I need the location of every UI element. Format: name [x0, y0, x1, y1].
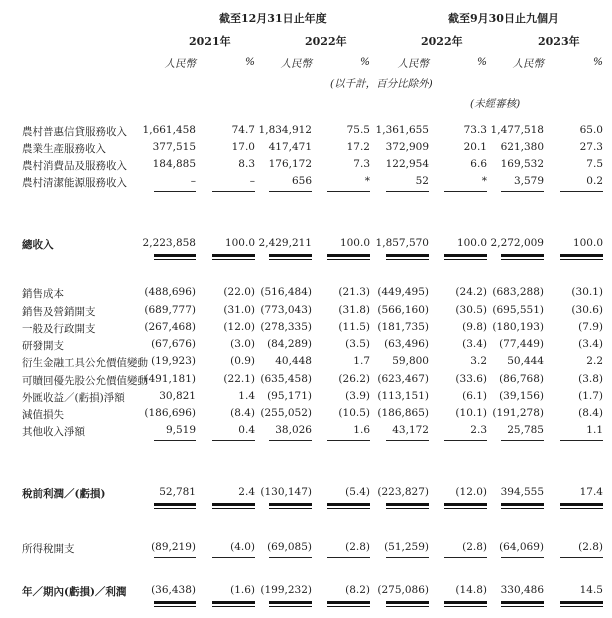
- percent-cell: (21.3): [338, 286, 370, 298]
- amount-cell: (181,735): [377, 321, 429, 333]
- percent-cell: 75.5: [346, 124, 370, 136]
- percent-cell: 73.3: [463, 124, 487, 136]
- percent-cell: 100.0: [456, 237, 487, 249]
- percent-cell: (3.4): [462, 338, 487, 350]
- percent-cell: (3.8): [578, 373, 603, 385]
- amount-cell: (63,496): [384, 338, 429, 350]
- unaudited-note: (未經審核): [470, 98, 521, 110]
- row-label: 農村普惠信貸服務收入: [22, 126, 127, 138]
- amount-cell: 9,519: [165, 424, 196, 436]
- percent-column-header: %: [593, 56, 603, 68]
- double-underline: [154, 503, 196, 509]
- amount-cell: 43,172: [392, 424, 429, 436]
- percent-column-header: %: [477, 56, 487, 68]
- amount-cell: (275,086): [377, 584, 429, 596]
- percent-cell: 2.4: [238, 486, 255, 498]
- amount-cell: (689,777): [144, 304, 196, 316]
- underline: [154, 557, 196, 558]
- percent-cell: 1.6: [353, 424, 370, 436]
- amount-cell: (19,923): [151, 355, 196, 367]
- double-underline: [560, 254, 603, 260]
- double-underline: [444, 601, 487, 607]
- double-underline: [386, 601, 429, 607]
- double-underline: [269, 503, 312, 509]
- double-underline: [212, 503, 255, 509]
- amount-cell: 330,486: [500, 584, 544, 596]
- unit-note: (以千計，百分比除外): [330, 78, 433, 90]
- percent-cell: 3.2: [470, 355, 487, 367]
- amount-cell: (267,468): [144, 321, 196, 333]
- amount-cell: (199,232): [260, 584, 312, 596]
- underline: [154, 440, 196, 441]
- rmb-column-header: 人民幣: [280, 58, 312, 70]
- amount-cell: 1,834,912: [258, 124, 312, 136]
- double-underline: [154, 601, 196, 607]
- percent-cell: 6.6: [470, 158, 487, 170]
- amount-cell: (623,467): [377, 373, 429, 385]
- double-underline: [501, 503, 544, 509]
- row-label: 可贖回優先股公允價值變動: [22, 375, 148, 387]
- amount-cell: (130,147): [260, 486, 312, 498]
- percent-cell: 14.5: [579, 584, 603, 596]
- amount-cell: 1,661,458: [142, 124, 196, 136]
- percent-cell: (9.8): [462, 321, 487, 333]
- amount-cell: 2,429,211: [258, 237, 312, 249]
- percent-cell: (4.0): [230, 541, 255, 553]
- amount-cell: (113,151): [377, 390, 429, 402]
- percent-cell: (30.5): [455, 304, 487, 316]
- underline: [386, 191, 429, 192]
- amount-cell: (39,156): [499, 390, 544, 402]
- double-underline: [501, 254, 544, 260]
- percent-cell: (12.0): [455, 486, 487, 498]
- amount-cell: 38,026: [275, 424, 312, 436]
- double-underline: [269, 601, 312, 607]
- header-year-2021: 2021年: [189, 35, 231, 48]
- amount-cell: (51,259): [384, 541, 429, 553]
- underline: [444, 440, 487, 441]
- underline: [560, 557, 603, 558]
- amount-cell: (180,193): [492, 321, 544, 333]
- double-underline: [212, 254, 255, 260]
- percent-cell: (3.5): [345, 338, 370, 350]
- double-underline: [386, 254, 429, 260]
- underline: [212, 440, 255, 441]
- percent-cell: (26.2): [338, 373, 370, 385]
- percent-cell: (10.1): [455, 407, 487, 419]
- percent-cell: 1.7: [353, 355, 370, 367]
- percent-cell: (0.9): [230, 355, 255, 367]
- double-underline: [560, 503, 603, 509]
- underline: [327, 191, 370, 192]
- double-underline: [386, 503, 429, 509]
- amount-cell: (64,069): [499, 541, 544, 553]
- percent-cell: 74.7: [231, 124, 255, 136]
- percent-column-header: %: [245, 56, 255, 68]
- double-underline: [154, 254, 196, 260]
- underline: [269, 191, 312, 192]
- percent-cell: (30.1): [571, 286, 603, 298]
- amount-cell: 122,954: [385, 158, 429, 170]
- row-label: 銷售成本: [22, 288, 64, 300]
- percent-cell: (11.5): [338, 321, 370, 333]
- amount-cell: 1,477,518: [490, 124, 544, 136]
- underline: [269, 440, 312, 441]
- amount-cell: 2,223,858: [142, 237, 196, 249]
- row-label: 稅前利潤／(虧損): [22, 488, 106, 500]
- percent-cell: (12.0): [223, 321, 255, 333]
- row-label: 銷售及營銷開支: [22, 306, 96, 318]
- row-label: 年／期內(虧損)／利潤: [22, 586, 127, 598]
- percent-cell: (1.6): [230, 584, 255, 596]
- double-underline: [327, 601, 370, 607]
- amount-cell: (186,865): [377, 407, 429, 419]
- amount-cell: (635,458): [260, 373, 312, 385]
- percent-cell: (14.8): [455, 584, 487, 596]
- percent-cell: 65.0: [579, 124, 603, 136]
- percent-cell: 8.3: [238, 158, 255, 170]
- percent-cell: (8.4): [230, 407, 255, 419]
- amount-cell: 417,471: [268, 141, 312, 153]
- underline: [501, 557, 544, 558]
- percent-cell: (8.2): [345, 584, 370, 596]
- percent-cell: (3.4): [578, 338, 603, 350]
- underline: [154, 191, 196, 192]
- underline: [212, 557, 255, 558]
- amount-cell: (69,085): [267, 541, 312, 553]
- amount-cell: 50,444: [507, 355, 544, 367]
- percent-cell: 100.0: [572, 237, 603, 249]
- amount-cell: (255,052): [260, 407, 312, 419]
- percent-cell: 2.2: [586, 355, 603, 367]
- percent-cell: 17.2: [346, 141, 370, 153]
- percent-cell: (6.1): [462, 390, 487, 402]
- amount-cell: 2,272,009: [490, 237, 544, 249]
- row-label: 農村清潔能源服務收入: [22, 177, 127, 189]
- rmb-column-header: 人民幣: [512, 58, 544, 70]
- amount-cell: 656: [291, 175, 312, 187]
- percent-cell: 7.5: [586, 158, 603, 170]
- amount-cell: 184,885: [152, 158, 196, 170]
- amount-cell: 25,785: [507, 424, 544, 436]
- percent-cell: (10.5): [338, 407, 370, 419]
- amount-cell: (86,768): [499, 373, 544, 385]
- amount-cell: (89,219): [151, 541, 196, 553]
- percent-cell: (3.0): [230, 338, 255, 350]
- underline: [560, 191, 603, 192]
- amount-cell: –: [190, 175, 196, 187]
- underline: [327, 557, 370, 558]
- amount-cell: (36,438): [151, 584, 196, 596]
- amount-cell: 169,532: [500, 158, 544, 170]
- row-label: 一般及行政開支: [22, 323, 96, 335]
- rmb-column-header: 人民幣: [397, 58, 429, 70]
- amount-cell: (566,160): [377, 304, 429, 316]
- amount-cell: 59,800: [392, 355, 429, 367]
- amount-cell: (695,551): [492, 304, 544, 316]
- percent-cell: 1.1: [586, 424, 603, 436]
- percent-cell: (31.0): [223, 304, 255, 316]
- double-underline: [444, 254, 487, 260]
- percent-cell: 27.3: [579, 141, 603, 153]
- amount-cell: (491,181): [144, 373, 196, 385]
- header-year-2022: 2022年: [305, 35, 347, 48]
- underline: [269, 557, 312, 558]
- amount-cell: 40,448: [275, 355, 312, 367]
- header-year-2023-9m: 2023年: [538, 35, 580, 48]
- underline: [501, 191, 544, 192]
- percent-cell: 0.4: [238, 424, 255, 436]
- percent-cell: (2.8): [578, 541, 603, 553]
- row-label: 總收入: [22, 239, 54, 251]
- percent-cell: 0.2: [586, 175, 603, 187]
- amount-cell: (278,335): [260, 321, 312, 333]
- percent-cell: 1.4: [238, 390, 255, 402]
- underline: [386, 440, 429, 441]
- rmb-column-header: 人民幣: [164, 58, 196, 70]
- percent-cell: (33.6): [455, 373, 487, 385]
- underline: [444, 557, 487, 558]
- percent-cell: (30.6): [571, 304, 603, 316]
- percent-cell: *: [481, 175, 487, 187]
- percent-cell: –: [249, 175, 255, 187]
- double-underline: [501, 601, 544, 607]
- underline: [386, 557, 429, 558]
- double-underline: [444, 503, 487, 509]
- percent-cell: 100.0: [339, 237, 370, 249]
- percent-cell: (5.4): [345, 486, 370, 498]
- amount-cell: 30,821: [159, 390, 196, 402]
- amount-cell: 1,361,655: [375, 124, 429, 136]
- amount-cell: (77,449): [499, 338, 544, 350]
- amount-cell: (186,696): [144, 407, 196, 419]
- header-year-2022-9m: 2022年: [421, 35, 463, 48]
- percent-cell: (22.0): [223, 286, 255, 298]
- percent-cell: (8.4): [578, 407, 603, 419]
- double-underline: [269, 254, 312, 260]
- percent-cell: 17.4: [579, 486, 603, 498]
- double-underline: [327, 254, 370, 260]
- amount-cell: (67,676): [151, 338, 196, 350]
- amount-cell: 176,172: [268, 158, 312, 170]
- double-underline: [560, 601, 603, 607]
- percent-cell: 100.0: [224, 237, 255, 249]
- amount-cell: 394,555: [500, 486, 544, 498]
- row-label: 外匯收益／(虧損)淨額: [22, 392, 125, 404]
- double-underline: [327, 503, 370, 509]
- header-nine-month-period: 截至9月30日止九個月: [448, 12, 559, 25]
- amount-cell: (95,171): [267, 390, 312, 402]
- percent-cell: 2.3: [470, 424, 487, 436]
- underline: [560, 440, 603, 441]
- amount-cell: 52: [415, 175, 429, 187]
- amount-cell: (516,484): [260, 286, 312, 298]
- amount-cell: (191,278): [492, 407, 544, 419]
- row-label: 農業生產服務收入: [22, 143, 106, 155]
- amount-cell: (683,288): [492, 286, 544, 298]
- amount-cell: (488,696): [144, 286, 196, 298]
- row-label: 減值損失: [22, 409, 64, 421]
- percent-cell: *: [364, 175, 370, 187]
- percent-cell: 7.3: [353, 158, 370, 170]
- percent-cell: (31.8): [338, 304, 370, 316]
- underline: [444, 191, 487, 192]
- double-underline: [212, 601, 255, 607]
- row-label: 農村消費品及服務收入: [22, 160, 127, 172]
- percent-cell: (1.7): [578, 390, 603, 402]
- amount-cell: 52,781: [159, 486, 196, 498]
- amount-cell: (84,289): [267, 338, 312, 350]
- percent-cell: (2.8): [462, 541, 487, 553]
- amount-cell: 621,380: [500, 141, 544, 153]
- row-label: 研發開支: [22, 340, 64, 352]
- row-label: 其他收入淨額: [22, 426, 85, 438]
- row-label: 所得稅開支: [22, 543, 75, 555]
- amount-cell: (773,043): [260, 304, 312, 316]
- percent-cell: (3.9): [345, 390, 370, 402]
- amount-cell: 372,909: [385, 141, 429, 153]
- amount-cell: (223,827): [377, 486, 429, 498]
- amount-cell: 3,579: [513, 175, 544, 187]
- percent-cell: (22.1): [223, 373, 255, 385]
- row-label: 衍生金融工具公允價值變動: [22, 357, 148, 369]
- underline: [501, 440, 544, 441]
- amount-cell: (449,495): [377, 286, 429, 298]
- percent-cell: (2.8): [345, 541, 370, 553]
- amount-cell: 1,857,570: [375, 237, 429, 249]
- percent-cell: 20.1: [463, 141, 487, 153]
- percent-cell: (7.9): [578, 321, 603, 333]
- percent-cell: 17.0: [231, 141, 255, 153]
- percent-column-header: %: [360, 56, 370, 68]
- percent-cell: (24.2): [455, 286, 487, 298]
- header-annual-period: 截至12月31日止年度: [219, 12, 327, 25]
- underline: [327, 440, 370, 441]
- amount-cell: 377,515: [152, 141, 196, 153]
- underline: [212, 191, 255, 192]
